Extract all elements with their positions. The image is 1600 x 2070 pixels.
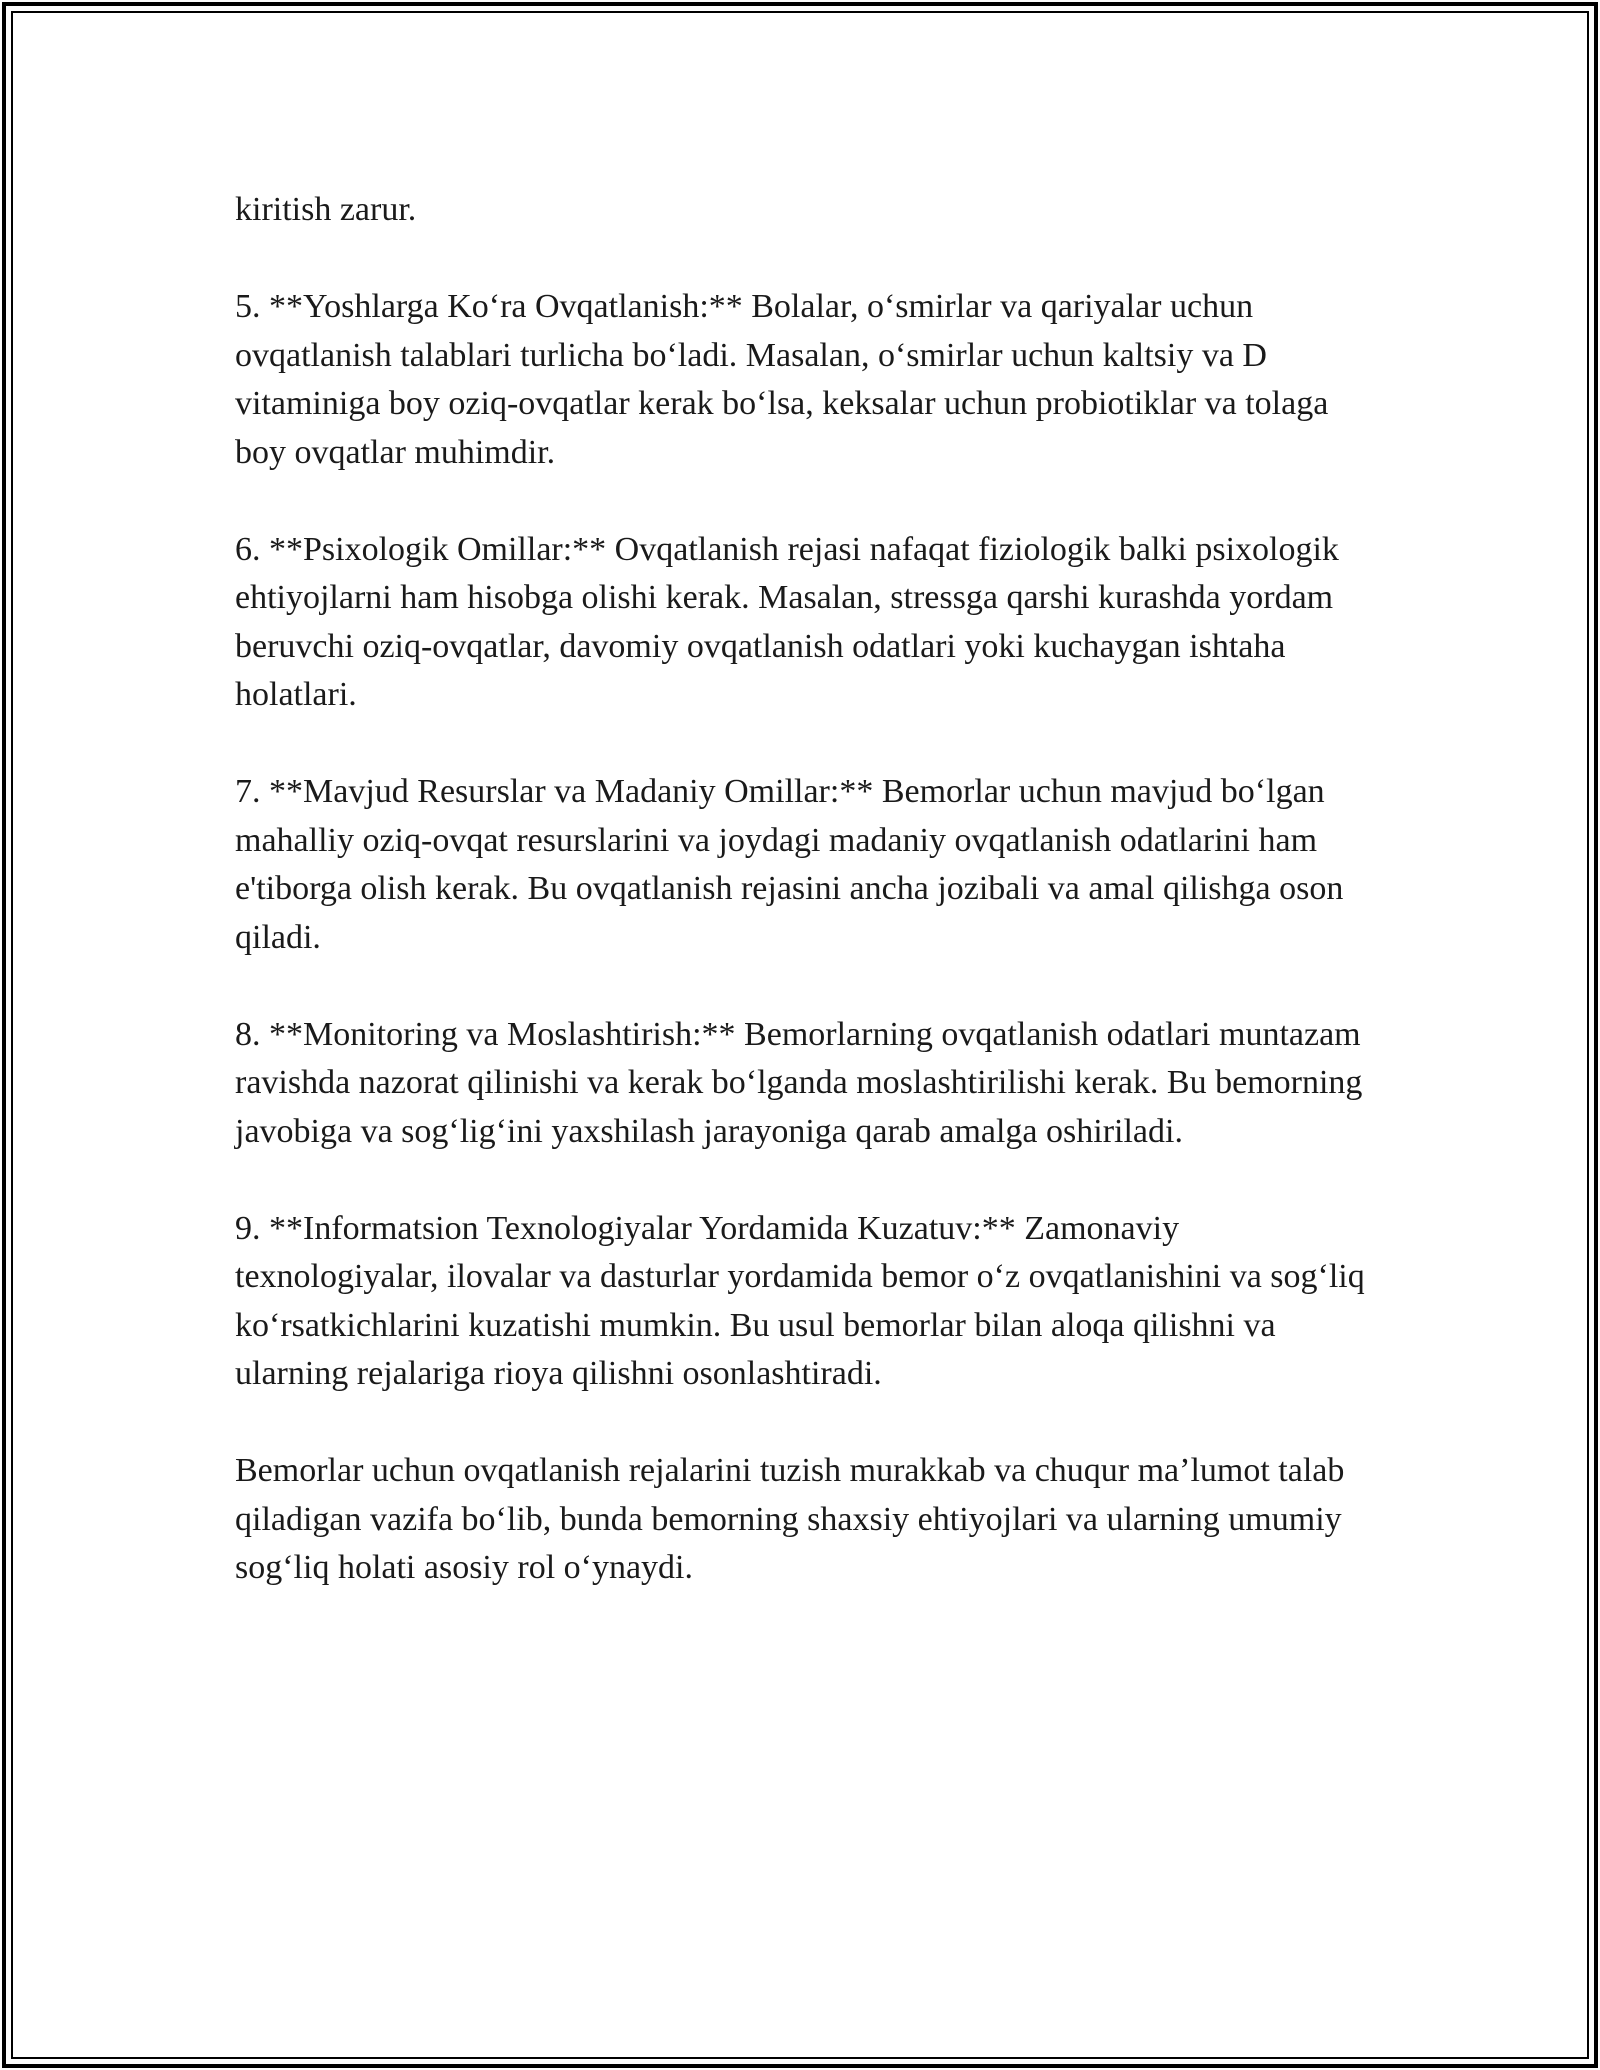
paragraph-item-9: 9. **Informatsion Texnologiyalar Yordamida Kuzatuv:** Zamonaviy texnologiyalar, ilovalar va dasturlar yordamida bemor o‘z ovqatlanishini va sog‘liq ko‘rsatkichlarini kuzatishi mumkin. Bu usul bemorlar bilan aloqa qilishni va ularning rejalariga rioya qilishni osonlashtiradi. <box>235 1209 1365 1392</box>
paragraph-continuation: kiritish zarur. <box>235 191 417 228</box>
paragraph-item-5: 5. **Yoshlarga Ko‘ra Ovqatlanish:** Bolalar, o‘smirlar va qariyalar uchun ovqatlanish talablari turlicha bo‘ladi. Masalan, o‘smirlar uchun kaltsiy va D vitaminiga boy oziq-ovqatlar kerak bo‘lsa, keksalar uchun probiotiklar va tolaga boy ovqatlar muhimdir. <box>235 288 1329 471</box>
paragraph-item-7: 7. **Mavjud Resurslar va Madaniy Omillar:** Bemorlar uchun mavjud bo‘lgan mahalliy oziq-ovqat resurslarini va joydagi madaniy ovqatlanish odatlarini ham e'tiborga olish kerak. Bu ovqatlanish rejasini ancha jozibali va amal qilishga oson qiladi. <box>235 773 1344 956</box>
paragraph-item-6: 6. **Psixologik Omillar:** Ovqatlanish rejasi nafaqat fiziologik balki psixologik ehtiyojlarni ham hisobga olishi kerak. Masalan, stressga qarshi kurashda yordam beruvchi oziq-ovqatlar, davomiy ovqatlanish odatlari yoki kuchaygan ishtaha holatlari. <box>235 530 1339 713</box>
paragraph-conclusion: Bemorlar uchun ovqatlanish rejalarini tuzish murakkab va chuqur ma’lumot talab qiladigan vazifa bo‘lib, bunda bemorning shaxsiy ehtiyojlari va ularning umumiy sog‘liq holati asosiy rol o‘ynaydi. <box>235 1452 1345 1586</box>
document-body <box>235 186 1365 1641</box>
paragraph-item-8: 8. **Monitoring va Moslashtirish:** Bemorlarning ovqatlanish odatlari muntazam ravishda nazorat qilinishi va kerak bo‘lganda moslashtirilishi kerak. Bu bemorning javobiga va sog‘lig‘ini yaxshilash jarayoniga qarab amalga oshiriladi. <box>235 1015 1363 1150</box>
